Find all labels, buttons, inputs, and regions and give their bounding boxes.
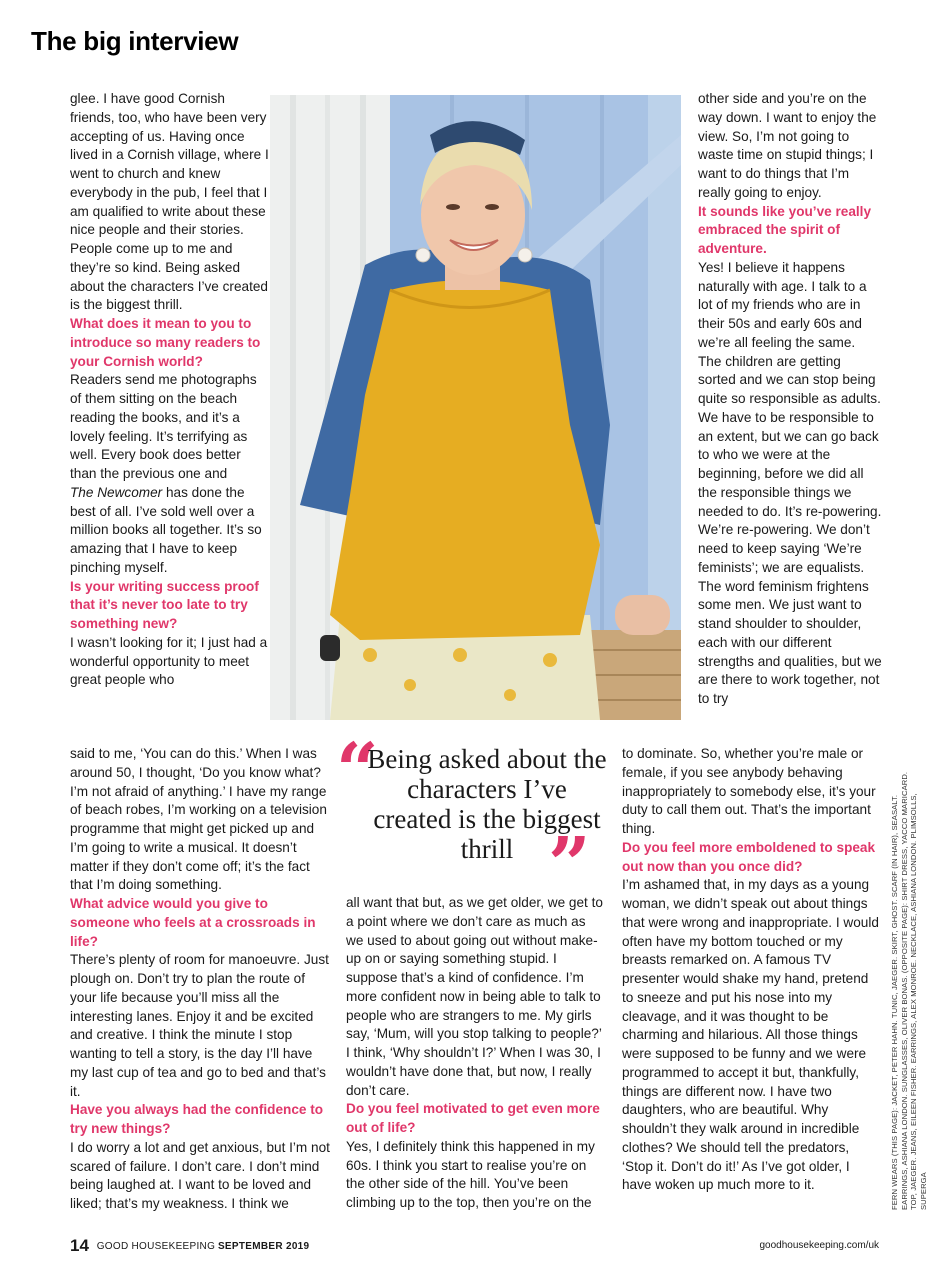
interview-answer (70, 484, 270, 578)
interview-answer (70, 951, 330, 1101)
interview-question (698, 203, 882, 259)
magazine-name: GOOD HOUSEKEEPING (96, 1241, 216, 1252)
paragraph-text: to dominate. So, whether you’re male or female, if you see anybody behaving inappropriately to somebody else, it’s your duty to call them out. That’s the important thing. (622, 746, 876, 836)
interview-answer (70, 1139, 330, 1214)
credits-line: TOP, JAEGER. JEANS, EILEEN FISHER. EARRINGS, ALEX MONROE. NECKLACE, ASHIANA LONDON. PLIMSOLLS, SUPERGA (909, 793, 928, 1210)
paragraph-text: Yes! I believe it happens naturally with age. I talk to a lot of my friends who are in their 50s and early 60s and we’re all feeling the same. The children are getting sorted and we can stop being quite so responsible as adults. We have to be responsible to an extent, but we can go back to who we were at the beginning, before we did all the responsible things we needed to do. It’s re-powering. We’re re-powering. We don’t need to keep saying ‘We’re feminists’; we are equalists. The word feminism frightens some men. We just want to stand shoulder to shoulder, each with our different strengths and qualities, but we are there to work together, not to try (698, 259, 882, 706)
close-quote-mark: ” (548, 822, 591, 908)
paragraph-text: There’s plenty of room for manoeuvre. Just plough on. Don’t try to plan the route of your life because you’ll miss all the interesting lanes. Enjoy it and be excited and creative. I think the minute I stop wanting to tell a story, is the day I’ll have my last cup of tea and go to bed and that’s it. (70, 952, 329, 1099)
paragraph-text: Have you always had the confidence to try new things? (70, 1102, 324, 1136)
book-title: The Newcomer (70, 484, 163, 500)
paragraph-text: other side and you’re on the way down. I want to enjoy the view. So, I’m not going to waste time on stupid things; I want to do things that I’m really going to enjoy. (698, 91, 877, 200)
portrait-photo (270, 95, 681, 720)
interview-question (70, 578, 270, 634)
paragraph-text: has done the best of all. I’ve sold well over a million books all together. It’s so amazing that I have to keep pinching myself. (70, 484, 262, 575)
article-column-1-top (70, 90, 270, 690)
interview-answer (70, 634, 270, 690)
interview-answer (346, 894, 606, 1100)
interview-question (622, 839, 882, 877)
paragraph-text: said to me, ‘You can do this.’ When I was around 50, I thought, ‘Do you know what? I’m not afraid of anything.’ I have my range of beach robes, I’m working on a television programme that might get picked up and I’m going to write a musical. It doesn’t matter if they don’t come off; it’s the fact that I’m doing something. (70, 746, 327, 893)
paragraph-text: all want that but, as we get older, we get to a point where we don’t care as much as we used to about going out without make-up on or saying something stupid. I suppose that’s a kind of confidence. I’m more confident now in being able to talk to people who are strangers to me. My girls say, ‘Mum, will you stop talking to people?’ I think, ‘Why shouldn’t I?’ When I was 30, I wouldn’t have done that, but now, I really don’t care. (346, 895, 603, 1098)
paragraph-text: What advice would you give to someone who feels at a crossroads in life? (70, 896, 316, 949)
paragraph-text: What does it mean to you to introduce so many readers to your Cornish world? (70, 316, 261, 369)
paragraph-text: Yes, I definitely think this happened in my 60s. I think you start to realise you’re on the other side of the hill. You’ve been climbing up to the top, then you’re on the (346, 1138, 595, 1210)
interview-answer (346, 1138, 606, 1213)
article-column-1-bottom (70, 745, 330, 1214)
interview-question (70, 315, 270, 371)
interview-answer (70, 745, 330, 895)
interview-answer (622, 876, 882, 1195)
paragraph-text: I’m ashamed that, in my days as a young woman, we didn’t speak out about things that were wrong and inappropriate. I would often have my bottom touched or my breasts remarked on. A famous TV presenter would shake my hand, pretend to sneeze and put his nose into my cleavage, and it was thought to be charming and hilarious. All those things were supposed to be funny and we were programmed to accept it but, thankfully, things are different now. I have two daughters, who are beautiful. Why shouldn’t they walk around in incredible clothes? We should tell the predators, ‘Stop it. Don’t do it!’ As I’ve got older, I have woken up much more to it. (622, 877, 879, 1193)
credits-line: FERN WEARS (THIS PAGE): JACKET, PETER HAHN. TUNIC, JAEGER. SKIRT, GHOST. SCARF (IN HAIR), SEASALT. (890, 794, 899, 1210)
article-column-3-top (698, 90, 882, 709)
interview-question (70, 895, 330, 951)
paragraph-text: It sounds like you’ve really embraced the spirit of adventure. (698, 203, 872, 256)
pull-quote-text: Being asked about the characters I’ve created is the biggest thrill (367, 744, 607, 864)
interview-answer (698, 90, 882, 203)
credits-line: EARRINGS, ASHIANA LONDON. SUNGLASSES, OLIVER BONAS. (OPPOSITE PAGE): SHIRT DRESS, YACCO MARICARD. (899, 771, 909, 1210)
paragraph-text: Is your writing success proof that it’s never too late to try something new? (70, 578, 259, 631)
article-column-2 (346, 894, 606, 1213)
article-column-3-bottom (622, 745, 882, 1195)
paragraph-text: I do worry a lot and get anxious, but I’m not scared of failure. I don’t care. I don’t mind being laughed at. I want to be loved and liked; that’s my weakness. I think we (70, 1139, 330, 1211)
paragraph-text: Readers send me photographs of them sitting on the beach reading the books, and it’s a lovely feeling. It’s terrifying as well. Every book does better than the previous one and (70, 372, 257, 481)
pull-quote (336, 728, 608, 908)
interview-answer (698, 259, 882, 709)
paragraph-text: Do you feel more emboldened to speak out now than you once did? (622, 839, 876, 874)
interview-answer (70, 90, 270, 315)
paragraph-text: I wasn’t looking for it; I just had a wonderful opportunity to meet great people who (70, 634, 268, 688)
interview-question (346, 1100, 606, 1138)
page-footer (70, 1236, 309, 1256)
open-quote-mark: “ (336, 728, 379, 814)
fashion-credits (890, 770, 928, 1210)
issue-date: SEPTEMBER 2019 (217, 1241, 310, 1252)
interview-question (70, 1101, 330, 1139)
paragraph-text: glee. I have good Cornish friends, too, who have been very accepting of us. Having once lived in a Cornish village, where I went to church and knew everybody in the pub, I feel that I am qualified to write about these nice people and their stories. People come up to me and they’re so kind. Being asked about the characters I’ve created is the biggest thrill. (70, 91, 269, 313)
section-title: The big interview (31, 26, 239, 56)
page-number: 14 (70, 1236, 89, 1255)
interview-answer (622, 745, 882, 839)
paragraph-text: Do you feel motivated to get even more out of life? (346, 1101, 600, 1135)
interview-answer (70, 371, 270, 484)
website-link[interactable]: goodhousekeeping.com/uk (759, 1240, 879, 1251)
